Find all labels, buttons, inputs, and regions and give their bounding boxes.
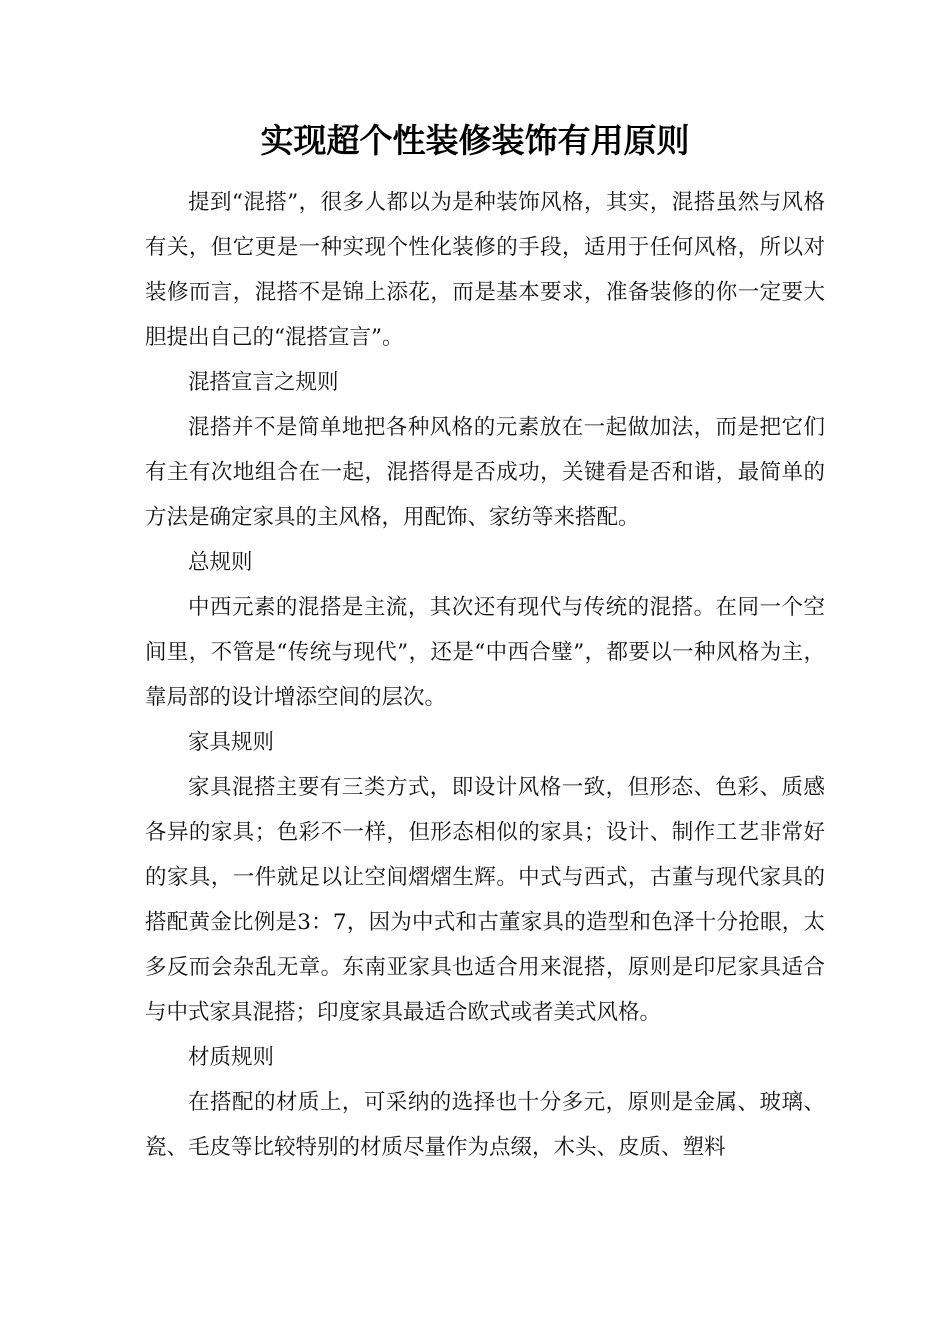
paragraph-furniture-rules: 家具混搭主要有三类方式，即设计风格一致，但形态、色彩、质感各异的家具；色彩不一样，但形态相似的家具；设计、制作工艺非常好的家具，一件就足以让空间熠熠生辉。中式与西式，古董与现代家具的搭配黄金比例是3：7，因为中式和古董家具的造型和色泽十分抢眼，太多反而会杂乱无章。东南亚家具也适合用来混搭，原则是印尼家具适合与中式家具混搭；印度家具最适合欧式或者美式风格。 [145, 775, 825, 1025]
paragraph-material-rules: 在搭配的材质上，可采纳的选择也十分多元，原则是金属、玻璃、瓷、毛皮等比较特别的材质尽量作为点缀，木头、皮质、塑料 [145, 1090, 825, 1160]
section-heading-material-rules: 材质规则 [188, 1045, 275, 1070]
paragraph-intro: 提到“混搭”，很多人都以为是种装饰风格，其实，混搭虽然与风格有关，但它更是一种实现个性化装修的手段，适用于任何风格，所以对装修而言，混搭不是锦上添花，而是基本要求，准备装修的你一定要大胆提出自己的“混搭宣言”。 [145, 190, 825, 350]
document-body [145, 180, 825, 1170]
document-title: 实现超个性装修装饰有用原则 [260, 121, 690, 160]
section-heading-mix-rules: 混搭宣言之规则 [188, 370, 339, 395]
paragraph-mix-rules: 混搭并不是简单地把各种风格的元素放在一起做加法，而是把它们有主有次地组合在一起，混搭得是否成功，关键看是否和谐，最简单的方法是确定家具的主风格，用配饰、家纺等来搭配。 [145, 415, 825, 530]
section-heading-furniture-rules: 家具规则 [188, 730, 275, 755]
paragraph-general-rules: 中西元素的混搭是主流，其次还有现代与传统的混搭。在同一个空间里，不管是“传统与现代”，还是“中西合璧”，都要以一种风格为主，靠局部的设计增添空间的层次。 [145, 595, 825, 710]
section-heading-general-rules: 总规则 [188, 550, 253, 575]
